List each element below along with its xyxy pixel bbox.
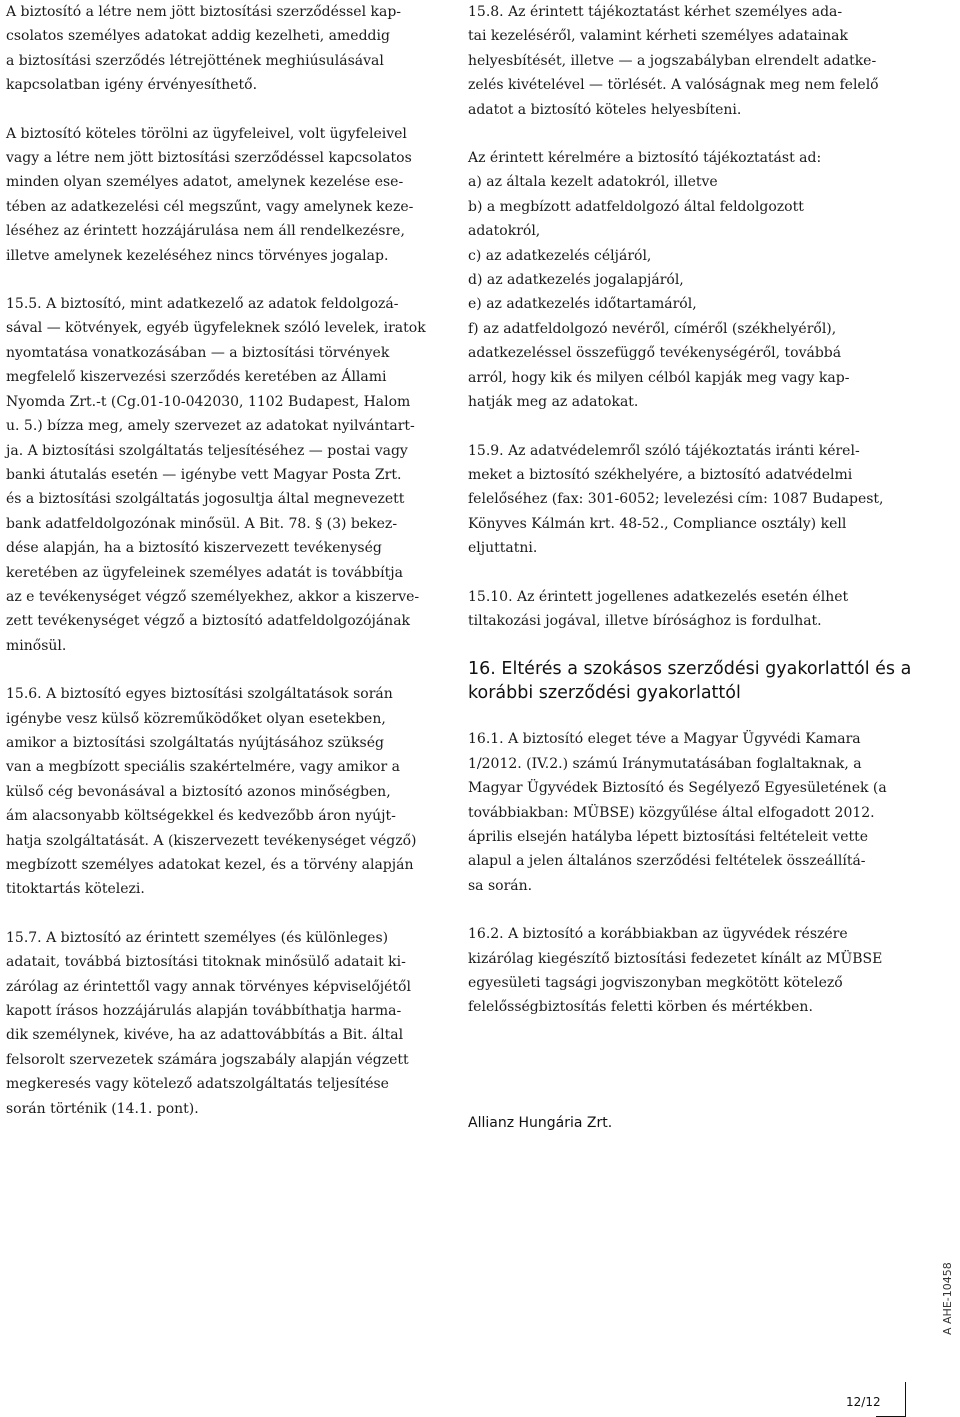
paragraph (6, 0, 434, 98)
paragraph (468, 439, 898, 561)
text-line: minden olyan személyes adatot, amelynek kezelése ese- (6, 174, 404, 191)
text-line: adatkezeléssel összefüggő tevékenységéről, továbbá (468, 345, 842, 362)
text-line: sa során. (468, 877, 533, 894)
text-line: ám alacsonyabb költségekkel és kedvezőbb áron nyújt- (6, 808, 396, 825)
text-line: zárólag az érintettől vagy annak törvényes képviselőjétől (6, 978, 411, 995)
document-code: A AHE-10458 (941, 1262, 954, 1335)
text-line: felsorolt szervezetek számára jogszabály alapján végzett (6, 1051, 409, 1068)
text-line: b) a megbízott adatfeldolgozó által feldolgozott (468, 198, 804, 215)
text-line: 15.6. A biztosító egyes biztosítási szolgáltatások során (6, 686, 393, 703)
text-line: kizárólag kiegészítő biztosítási fedezetet kínált az MÜBSE (468, 950, 883, 967)
text-line: Nyomda Zrt.-t (Cg.01-10-042030, 1102 Budapest, Halom (6, 393, 411, 410)
section-heading (468, 657, 912, 705)
paragraph (468, 146, 898, 414)
text-line: és a biztosítási szolgáltatás jogosultja által megnevezett (6, 491, 405, 508)
text-line: igénybe vesz külső közreműködőket olyan esetekben, (6, 710, 386, 727)
text-line: egyesületi tagsági jogviszonyban megkötött kötelező (468, 975, 843, 991)
text-line: e) az adatkezelés időtartamáról, (468, 296, 697, 313)
text-line: illetve amelynek kezeléséhez nincs törvényes jogalap. (6, 247, 389, 264)
text-line: alapul a jelen általános szerződési feltételek összeállítá- (468, 853, 866, 870)
text-line: hatják meg az adatokat. (468, 394, 639, 411)
text-line: 16.1. A biztosító eleget téve a Magyar Ügyvédi Kamara (468, 731, 861, 748)
text-line: csolatos személyes adatokat addig kezelheti, ameddig (6, 28, 390, 45)
text-line: Magyar Ügyvédek Biztosító és Segélyező Egyesületének (a (468, 780, 887, 797)
text-line: minősül. (6, 637, 67, 654)
text-line: d) az adatkezelés jogalapjáról, (468, 272, 684, 289)
text-line: arról, hogy kik és milyen célból kapják meg vagy kap- (468, 369, 850, 386)
text-line: a) az általa kezelt adatokról, illetve (468, 174, 718, 191)
text-line: 15.8. Az érintett tájékoztatást kérhet személyes ada- (468, 4, 843, 20)
text-line: helyesbítését, illetve — a jogszabályban elrendelt adatke- (468, 52, 877, 69)
text-line: titoktartás kötelezi. (6, 881, 145, 898)
text-line: léséhez az érintett hozzájárulása nem áll rendelkezésre, (6, 223, 405, 240)
text-line: felelőséhez (fax: 301-6052; levelezési cím: 1087 Budapest, (468, 491, 884, 508)
right-column (468, 0, 912, 1044)
text-line: eljuttatni. (468, 540, 538, 557)
text-line: u. 5.) bízza meg, amely szervezet az adatokat nyilvántart- (6, 418, 415, 435)
text-line: van a megbízott speciális szakértelmére, vagy amikor a (6, 759, 400, 776)
text-line: vagy a létre nem jött biztosítási szerződéssel kapcsolatos (6, 150, 412, 167)
page-corner-rule-vertical (905, 1382, 906, 1417)
text-line: tiltakozási jogával, illetve bírósághoz is fordulhat. (468, 612, 822, 629)
text-line: korábbi szerződési gyakorlattól (468, 683, 741, 704)
paragraph (6, 926, 434, 1121)
text-line: adatot a biztosító köteles helyesbíteni. (468, 101, 742, 118)
text-line: 15.9. Az adatvédelemről szóló tájékoztatás iránti kérel- (468, 442, 860, 459)
text-line: meket a biztosító székhelyére, a biztosító adatvédelmi (468, 466, 853, 483)
text-line: keretében az ügyfeleinek személyes adatát is továbbítja (6, 564, 403, 581)
text-line: A biztosító a létre nem jött biztosítási szerződéssel kap- (6, 4, 402, 20)
paragraph (6, 292, 434, 658)
page-number: 12/12 (846, 1395, 881, 1409)
paragraph (468, 727, 898, 898)
text-line: ja. A biztosítási szolgáltatás teljesítéséhez — postai vagy (6, 442, 408, 459)
paragraph (468, 0, 898, 122)
text-line: adatait, továbbá biztosítási titoknak minősülő adatait ki- (6, 954, 406, 971)
text-line: c) az adatkezelés céljáról, (468, 247, 652, 264)
text-line: Könyves Kálmán krt. 48-52., Compliance osztály) kell (468, 515, 847, 532)
text-line: dik személynek, kivéve, ha az adattovábbítás a Bit. által (6, 1027, 404, 1044)
text-line: felelősségbiztosítás feletti körben és mértékben. (468, 999, 813, 1016)
paragraph (6, 122, 434, 268)
text-line: 15.7. A biztosító az érintett személyes (és különleges) (6, 929, 389, 946)
text-line: 16.2. A biztosító a korábbiakban az ügyvédek részére (468, 926, 848, 943)
paragraph (468, 585, 898, 634)
paragraph (468, 922, 898, 1020)
text-line: a biztosítási szerződés létrejöttének meghiúsulásával (6, 52, 384, 69)
text-line: 16. Eltérés a szokásos szerződési gyakorlattól és a (468, 659, 912, 680)
text-line: 15.10. Az érintett jogellenes adatkezelés esetén élhet (468, 588, 849, 605)
text-line: Az érintett kérelmére a biztosító tájékoztatást ad: (468, 150, 822, 167)
text-line: bank adatfeldolgozónak minősül. A Bit. 78. § (3) bekez- (6, 515, 398, 532)
text-line: 15.5. A biztosító, mint adatkezelő az adatok feldolgozá- (6, 296, 399, 313)
text-line: kapott írásos hozzájárulás alapján továbbíthatja harma- (6, 1003, 402, 1020)
text-line: külső cég bevonásával a biztosító azonos minőségben, (6, 783, 391, 800)
signature: Allianz Hungária Zrt. (468, 1115, 613, 1131)
left-column (6, 0, 434, 1145)
text-line: tai kezeléséről, valamint kérheti személyes adatainak (468, 28, 848, 45)
text-line: amikor a biztosítási szolgáltatás nyújtásához szükség (6, 734, 384, 751)
text-line: zelés kivételével — törlését. A valóságnak meg nem felelő (468, 77, 879, 94)
text-line: megkeresés vagy kötelező adatszolgáltatás teljesítése (6, 1076, 389, 1093)
text-line: megbízott személyes adatokat kezel, és a törvény alapján (6, 857, 414, 873)
text-line: zett tevékenységet végző a biztosító adatfeldolgozójának (6, 613, 411, 630)
text-line: banki átutalás esetén — igénybe vett Magyar Posta Zrt. (6, 466, 402, 483)
text-line: 1/2012. (IV.2.) számú Iránymutatásában foglaltaknak, a (468, 755, 862, 772)
text-line: továbbiakban: MÜBSE) közgyűlése által elfogadott 2012. (468, 804, 875, 821)
text-line: kapcsolatban igény érvényesíthető. (6, 77, 258, 94)
text-line: A biztosító köteles törölni az ügyfeleivel, volt ügyfeleivel (6, 125, 407, 142)
text-line: dése alapján, ha a biztosító kiszervezett tevékenység (6, 540, 382, 557)
text-line: megfelelő kiszervezési szerződés keretében az Állami (6, 369, 387, 386)
paragraph (6, 682, 434, 902)
text-line: során történik (14.1. pont). (6, 1100, 199, 1117)
text-line: f) az adatfeldolgozó nevéről, címéről (székhelyéről), (468, 320, 837, 337)
text-line: az e tevékenységet végző személyekhez, akkor a kiszerve- (6, 588, 420, 605)
text-line: április elsején hatályba lépett biztosítási feltételeit vette (468, 828, 869, 845)
text-line: sával — kötvények, egyéb ügyfeleknek szóló levelek, iratok (6, 320, 426, 337)
text-line: tében az adatkezelési cél megszűnt, vagy amelynek keze- (6, 198, 414, 215)
text-line: hatja szolgáltatását. A (kiszervezett tevékenységet végző) (6, 832, 417, 849)
text-line: adatokról, (468, 223, 541, 240)
text-line: nyomtatása vonatkozásában — a biztosítási törvények (6, 344, 390, 361)
